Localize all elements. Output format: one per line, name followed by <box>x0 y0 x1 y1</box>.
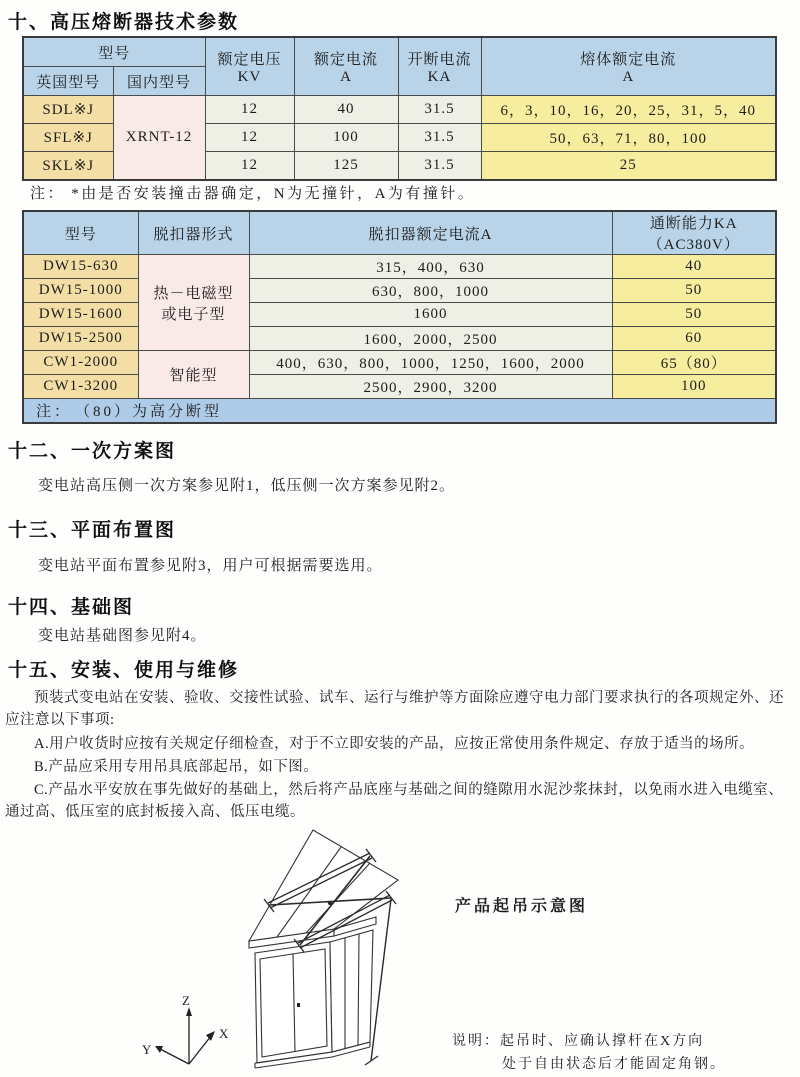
table-row <box>23 327 776 351</box>
fuse-header-breaking-current-label: 开断电流 <box>407 51 472 68</box>
breaker-capacity-cell: 50 <box>612 279 776 303</box>
fuse-header-rated-voltage <box>205 37 294 96</box>
coordinate-axes <box>155 1007 215 1064</box>
diagram-note <box>452 1030 782 1076</box>
fuse-model-cell: SKL※J <box>23 152 113 181</box>
x-axis-label: X <box>219 1026 229 1041</box>
table-row <box>23 303 776 327</box>
fuse-header-model: 型号 <box>23 37 205 67</box>
breaker-current-cell: 1600，2000，2500 <box>249 327 612 351</box>
section-12-paragraph: 变电站高压侧一次方案参见附1，低压侧一次方案参见附2。 <box>38 478 456 494</box>
breaker-header-capacity: 通断能力KA（AC380V） <box>612 211 776 255</box>
fuse-header-breaking-current <box>398 37 481 96</box>
x-axis-arrow <box>206 1031 215 1041</box>
lifting-diagram <box>118 815 418 1077</box>
fuse-header-rated-current-label: 额定电流 <box>314 51 379 68</box>
table-row <box>23 351 776 375</box>
fuse-header-fuse-current <box>481 37 776 96</box>
table-row <box>23 375 776 399</box>
fuse-header-rated-current-unit: A <box>340 68 352 85</box>
breaker-capacity-cell: 40 <box>612 255 776 279</box>
fuse-parameters-table <box>22 36 777 181</box>
section-13-paragraph: 变电站平面布置参见附3，用户可根据需要选用。 <box>38 558 383 574</box>
fuse-header-uk-model: 英国型号 <box>23 67 113 96</box>
section-14-paragraph: 变电站基础图参见附4。 <box>38 628 207 644</box>
breaker-capacity-cell: 100 <box>612 375 776 399</box>
fuse-header-fuse-current-label: 熔体额定电流 <box>580 51 677 68</box>
breaker-model-cell: DW15-630 <box>23 255 138 279</box>
diagram-note-line1: 说明：起吊时、应确认撑杆在X方向 <box>452 1034 705 1049</box>
breaker-trip-type-cell: 智能型 <box>138 351 249 399</box>
breaker-current-cell: 315，400，630 <box>249 255 612 279</box>
fuse-header-rated-current <box>294 37 398 96</box>
fuse-voltage-cell: 12 <box>205 96 294 124</box>
section-13-title: 十三、平面布置图 <box>8 520 177 541</box>
door-handle <box>297 1003 300 1007</box>
fuse-voltage-cell: 12 <box>205 152 294 181</box>
fuse-values-cell: 25 <box>481 152 776 181</box>
fuse-header-rated-voltage-label: 额定电压 <box>217 51 282 68</box>
fuse-values-cell: 50，63，71，80，100 <box>481 124 776 152</box>
fuse-model-cell: SFL※J <box>23 124 113 152</box>
breaker-header-trip-current: 脱扣器额定电流A <box>249 211 612 255</box>
fuse-table-note: 注： *由是否安装撞击器确定，N为无撞针，A为有撞针。 <box>30 186 476 202</box>
section-15-item-b: B.产品应采用专用吊具底部起吊，如下图。 <box>34 759 319 775</box>
breaker-capacity-cell: 50 <box>612 303 776 327</box>
fuse-header-breaking-current-unit: KA <box>427 68 452 85</box>
fuse-header-fuse-current-unit: A <box>622 68 635 85</box>
table-row <box>23 279 776 303</box>
z-axis-label: Z <box>182 993 190 1008</box>
fuse-cn-model-cell: XRNT-12 <box>113 96 205 181</box>
diagram-note-line2: 处于自由状态后才能固定角钢。 <box>502 1057 726 1072</box>
fuse-breaking-cell: 31.5 <box>398 152 481 181</box>
breaker-capacity-cell: 65（80） <box>612 351 776 375</box>
breaker-model-cell: CW1-2000 <box>23 351 138 375</box>
breaker-current-cell: 1600 <box>249 303 612 327</box>
trip-type-line1: 热－电磁型 <box>153 285 234 302</box>
breaker-model-cell: CW1-3200 <box>23 375 138 399</box>
fuse-voltage-cell: 12 <box>205 124 294 152</box>
section-10-title: 十、高压熔断器技术参数 <box>8 12 240 33</box>
section-14-title: 十四、基础图 <box>8 597 135 618</box>
section-13-body <box>8 556 788 577</box>
breaker-model-cell: DW15-1600 <box>23 303 138 327</box>
section-15-body <box>5 687 797 823</box>
breaker-capacity-cell: 60 <box>612 327 776 351</box>
section-12-body <box>8 476 788 497</box>
diagram-caption: 产品起吊示意图 <box>455 898 589 915</box>
table-row <box>23 255 776 279</box>
breaker-current-cell: 400，630，800，1000，1250，1600，2000 <box>249 351 612 375</box>
hook-point <box>328 901 332 905</box>
section-15-intro: 预装式变电站在安装、验收、交接性试验、试车、运行与维护等方面除应遵守电力部门要求执行的各项规定外、还应注意以下事项: <box>5 690 784 728</box>
breaker-table-footnote: 注： （80）为高分断型 <box>23 399 776 424</box>
section-15-item-a: A.用户收货时应按有关规定仔细检查，对于不立即安装的产品，应按正常使用条件规定、存放于适当的场所。 <box>34 736 755 752</box>
fuse-current-cell: 40 <box>294 96 398 124</box>
breaker-header-model: 型号 <box>23 211 138 255</box>
breaker-current-cell: 2500，2900，3200 <box>249 375 612 399</box>
fuse-breaking-cell: 31.5 <box>398 124 481 152</box>
breaker-header-trip-type: 脱扣器形式 <box>138 211 249 255</box>
fuse-values-cell: 6，3，10，16，20，25，31，5，40 <box>481 96 776 124</box>
table-row <box>23 96 776 124</box>
z-axis-arrow <box>186 1007 192 1016</box>
trip-type-line2: 或电子型 <box>161 306 226 323</box>
fuse-header-cn-model: 国内型号 <box>113 67 205 96</box>
substation-cabinet-drawing <box>249 830 398 1068</box>
fuse-breaking-cell: 31.5 <box>398 96 481 124</box>
section-15-title: 十五、安装、使用与维修 <box>8 660 240 681</box>
breaker-model-cell: DW15-2500 <box>23 327 138 351</box>
fuse-model-cell: SDL※J <box>23 96 113 124</box>
breaker-trip-type-cell <box>138 255 249 351</box>
breaker-parameters-table <box>22 210 777 424</box>
fuse-current-cell: 100 <box>294 124 398 152</box>
section-15-item-c: C.产品水平安放在事先做好的基础上，然后将产品底座与基础之间的缝隙用水泥沙浆抹封，以免雨水进入电缆室、通过高、低压室的底封板接入高、低压电缆。 <box>5 782 784 820</box>
section-14-body <box>8 626 788 647</box>
breaker-model-cell: DW15-1000 <box>23 279 138 303</box>
y-axis-label: Y <box>142 1042 152 1057</box>
fuse-current-cell: 125 <box>294 152 398 181</box>
section-12-title: 十二、一次方案图 <box>8 441 177 462</box>
fuse-header-rated-voltage-unit: KV <box>237 68 262 85</box>
breaker-current-cell: 630，800，1000 <box>249 279 612 303</box>
